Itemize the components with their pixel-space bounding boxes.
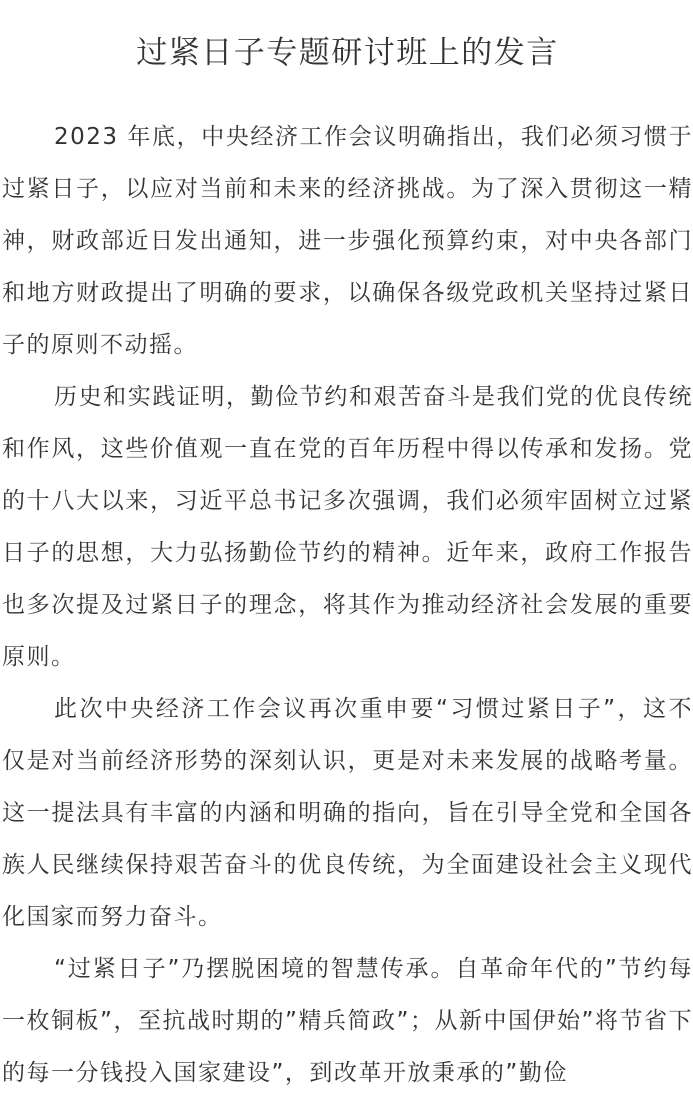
article-title: 过紧日子专题研讨班上的发言 bbox=[136, 35, 559, 71]
paragraph-2: 历史和实践证明，勤俭节约和艰苦奋斗是我们党的优良传统和作风，这些价值观一直在党的百年历程中得以传承和发扬。党的十八大以来，习近平总书记多次强调，我们必须牢固树立过紧日子的思想，大力弘扬勤俭节约的精神。近年来，政府工作报告也多次提及过紧日子的理念，将其作为推动经济社会发展的重要原则。 bbox=[2, 384, 693, 670]
paragraph-1: 2023 年底，中央经济工作会议明确指出，我们必须习惯于过紧日子，以应对当前和未来的经济挑战。为了深入贯彻这一精神，财政部近日发出通知，进一步强化预算约束，对中央各部门和地方财政提出了明确的要求，以确保各级党政机关坚持过紧日子的原则不动摇。 bbox=[2, 124, 693, 358]
paragraph-3: 此次中央经济工作会议再次重申要“习惯过紧日子”，这不仅是对当前经济形势的深刻认识，更是对未来发展的战略考量。这一提法具有丰富的内涵和明确的指向，旨在引导全党和全国各族人民继续保持艰苦奋斗的优良传统，为全面建设社会主义现代化国家而努力奋斗。 bbox=[2, 696, 693, 930]
paragraph-4: “过紧日子”乃摆脱困境的智慧传承。自革命年代的”节约每一枚铜板”，至抗战时期的”精兵简政”；从新中国伊始”将节省下的每一分钱投入国家建设”，到改革开放秉承的”勤俭 bbox=[2, 956, 693, 1086]
